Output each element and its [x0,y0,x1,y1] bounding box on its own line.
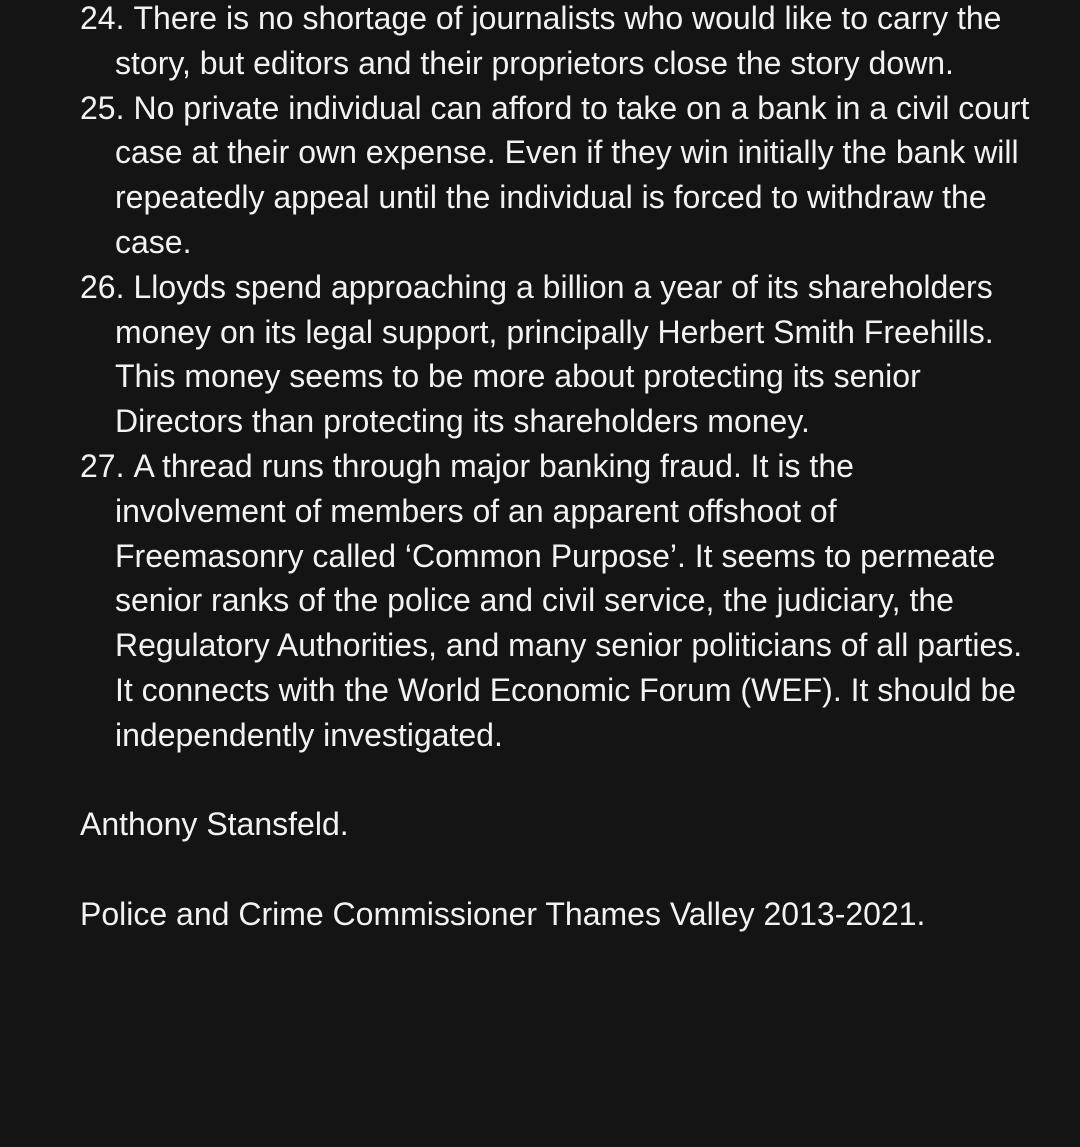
author-role: Police and Crime Commissioner Thames Valley 2013-2021. [80,895,926,932]
item-text: There is no shortage of journalists who would like to carry the story, but editors and their proprietors close the story down. [115,0,1002,81]
list-item [80,444,1030,758]
document-body [80,0,1030,937]
item-number: 25. [80,89,125,126]
signature: Anthony Stansfeld. [80,806,349,843]
item-text: A thread runs through major banking fraud. It is the involvement of members of an apparent offshoot of Freemasonry called ‘Common Purpose’. It seems to permeate senior ranks of the police and civil service, the judiciary, the Regulatory Authorities, and many senior politicians of all parties. It connects with the World Economic Forum (WEF). It should be independently investigated. [115,447,1023,753]
list-item [80,0,1030,86]
item-text: No private individual can afford to take on a bank in a civil court case at their own expense. Even if they win initially the bank will repeatedly appeal until the individual is forced to withdraw the case. [115,89,1030,260]
item-text: Lloyds spend approaching a billion a year of its shareholders money on its legal support, principally Herbert Smith Freehills. This money seems to be more about protecting its senior Directors than protecting its shareholders money. [115,268,994,440]
list-item [80,265,1030,444]
item-number: 27. [80,447,125,484]
item-number: 26. [80,268,125,305]
item-number: 24. [80,0,125,36]
list-item [80,86,1030,265]
